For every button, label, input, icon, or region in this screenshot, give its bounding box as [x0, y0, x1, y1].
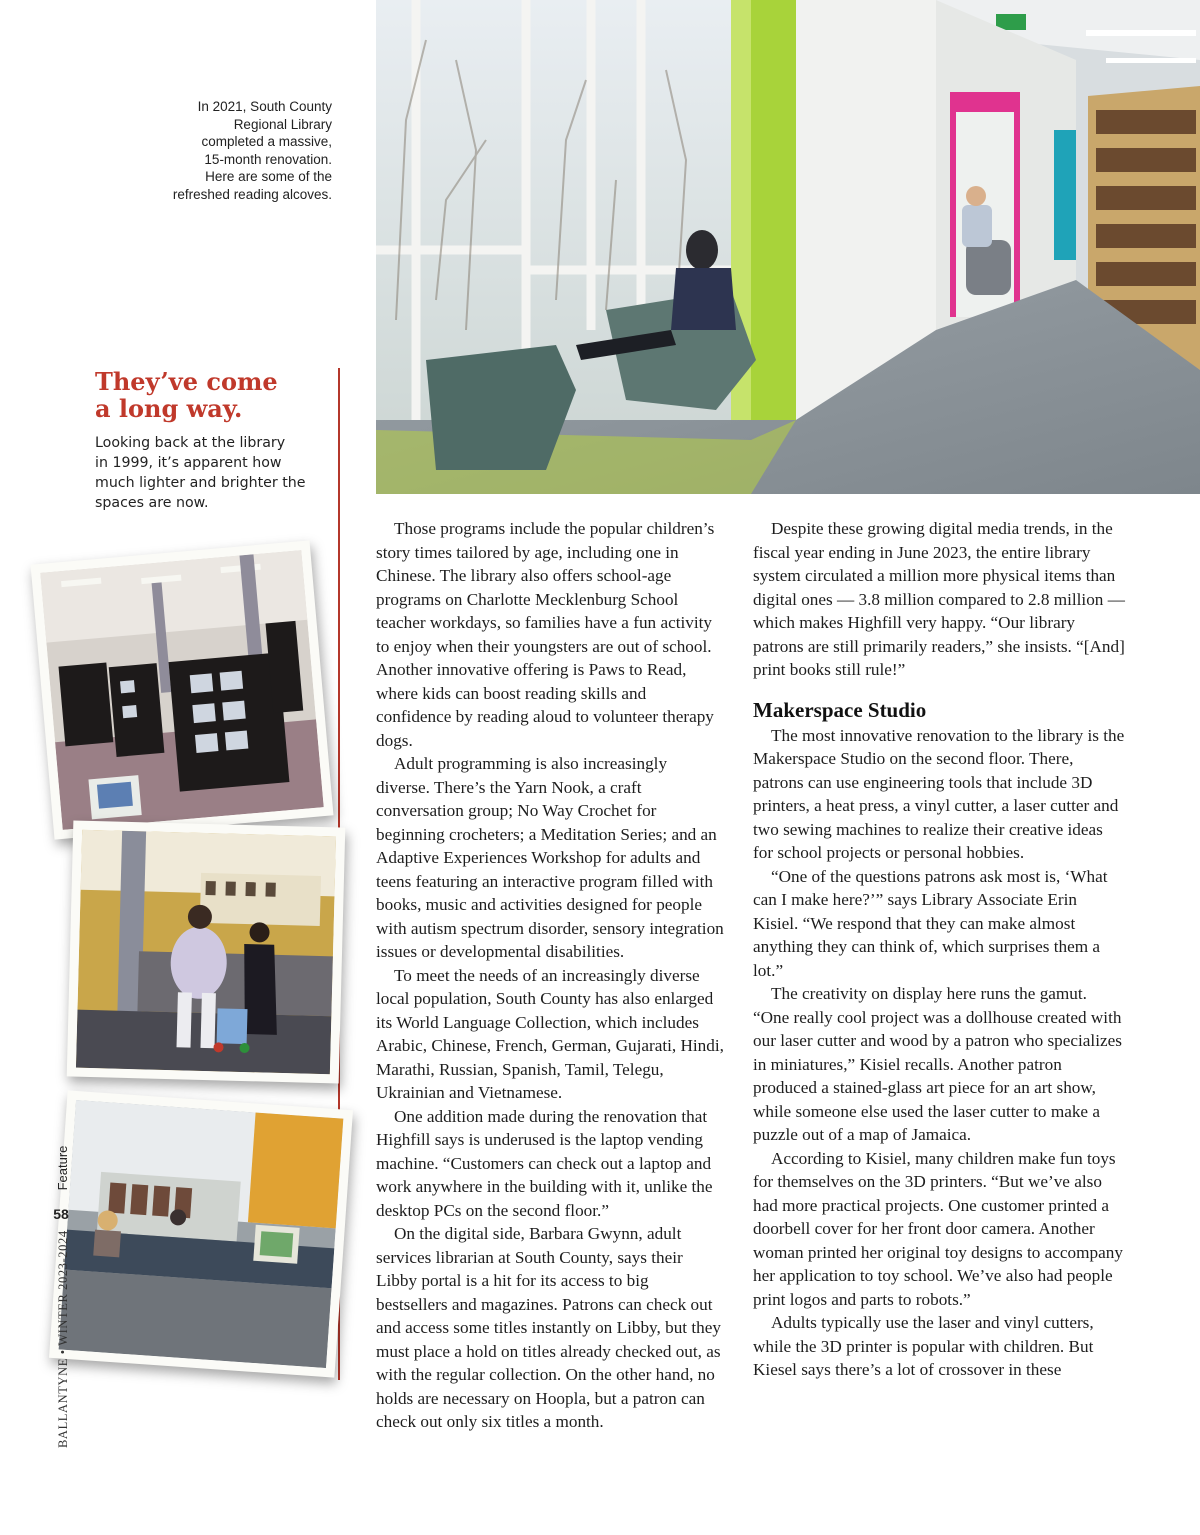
caption-line: In 2021, South County: [197, 99, 332, 114]
sidebar-body-line: spaces are now.: [95, 495, 209, 511]
sidebar-headline: [95, 368, 330, 422]
body-paragraph: Adult programming is also increasingly diverse. There’s the Yarn Nook, a craft conversation group; No Way Crochet for beginning crocheters; a Meditation Series; and an Adaptive Experiences Workshop for adults and teens featuring an interactive program filled with books, music and activities designed for people with autism spectrum disorder, sensory integration issues or developmental disabilities.: [376, 754, 724, 961]
body-paragraph: Adults typically use the laser and vinyl cutters, while the 3D printer is popular with children. But Kiesel says there’s a lot of crossover in these: [753, 1313, 1094, 1379]
hero-photo: [376, 0, 1200, 494]
body-paragraph: Those programs include the popular children’s story times tailored by age, including one in Chinese. The library also offers school-age programs on Charlotte Mecklenburg School teacher workdays, so families have a fun activity to enjoy when their youngsters are out of school. Another innovative offering is Paws to Read, where kids can boost reading skills and confidence by reading aloud to volunteer therapy dogs.: [376, 519, 715, 750]
sidebar-headline-line: They’ve come: [95, 367, 278, 396]
sidebar-body-line: much lighter and brighter the: [95, 475, 306, 491]
body-paragraph: One addition made during the renovation that Highfill says is underused is the laptop vending machine. “Customers can check out a laptop and work anywhere in the building with it, unlike the desktop PCs on the second floor.”: [376, 1106, 713, 1220]
caption-line: Here are some of the: [205, 169, 332, 185]
body-paragraph: To meet the needs of an increasingly diverse local population, South County has also enlarged its World Language Collection, which includes Arabic, Chinese, French, German, Gujarati, Hindi, Marathi, Russian, Spanish, Tamil, Telegu, Ukrainian and Vietnamese.: [376, 965, 724, 1102]
body-column-1: [376, 517, 724, 1434]
body-paragraph: The creativity on display here runs the gamut. “One really cool project was a dollhouse created with our laser cutter and wood by a patron who specializes in miniatures,” Kisiel recalls. Another patron produced a stained-glass art piece for an art show, while someone else used the laser cutter to make a puzzle out of a map of Jamaica.: [753, 984, 1122, 1144]
caption-line: 15-month renovation.: [204, 151, 332, 167]
caption-line: refreshed reading alcoves.: [172, 186, 332, 202]
sidebar-body: [95, 433, 325, 513]
body-paragraph: “One of the questions patrons ask most is, ‘What can I make here?’” says Library Associate Erin Kisiel. “We respond that they can make almost anything they can think of, which surprises them a lot.”: [753, 866, 1108, 980]
section-subhead: Makerspace Studio: [753, 697, 927, 722]
photo-caption: [120, 98, 332, 204]
caption-line: completed a massive,: [201, 134, 332, 150]
page-number: 58: [53, 1206, 69, 1222]
section-label: Feature: [55, 1145, 70, 1191]
sidebar-body-line: in 1999, it’s apparent how: [95, 455, 282, 471]
vintage-photo-stacks: [31, 540, 334, 839]
caption-line: Regional Library: [233, 116, 332, 132]
vintage-photo-desk: [67, 820, 346, 1083]
body-paragraph: On the digital side, Barbara Gwynn, adult services librarian at South County, says their Libby portal is a hit for its access to big bestsellers and magazines. Patrons can check out and access some titles instantly on Libby, but they must place a hold on titles already checked out, as with the regular collection. On the other hand, no holds are necessary on Hoopla, but a patron can check out only six titles a month.: [376, 1224, 721, 1431]
body-paragraph: The most innovative renovation to the library is the Makerspace Studio on the second floor. There, patrons can use engineering tools that include 3D printers, a heat press, a vinyl cutter, a laser cutter and two sewing machines to realize their creative ideas for school projects or personal hobbies.: [753, 725, 1125, 862]
sidebar-body-line: Looking back at the library: [95, 435, 286, 451]
body-column-2: [753, 517, 1125, 1382]
vintage-photo-computers: [49, 1090, 353, 1377]
body-paragraph: Despite these growing digital media trends, in the fiscal year ending in June 2023, the entire library system circulated a million more physical items than digital ones — 3.8 million compared to 2.8 million — which makes Highfill very happy. “Our library patrons are still primarily readers,” she insists. “[And] print books still rule!”: [753, 519, 1125, 679]
running-head: BALLANTYNE • WINTER 2023-2024: [56, 1230, 70, 1448]
body-paragraph: According to Kisiel, many children make fun toys for themselves on the 3D printers. “But we’ve also had more practical projects. One customer printed a doorbell cover for her front door camera. Another woman printed her original toy designs to accompany her application to toy school. We’ve also had people print logos and parts to robots.”: [753, 1148, 1123, 1309]
sidebar-headline-line: a long way.: [95, 394, 243, 423]
